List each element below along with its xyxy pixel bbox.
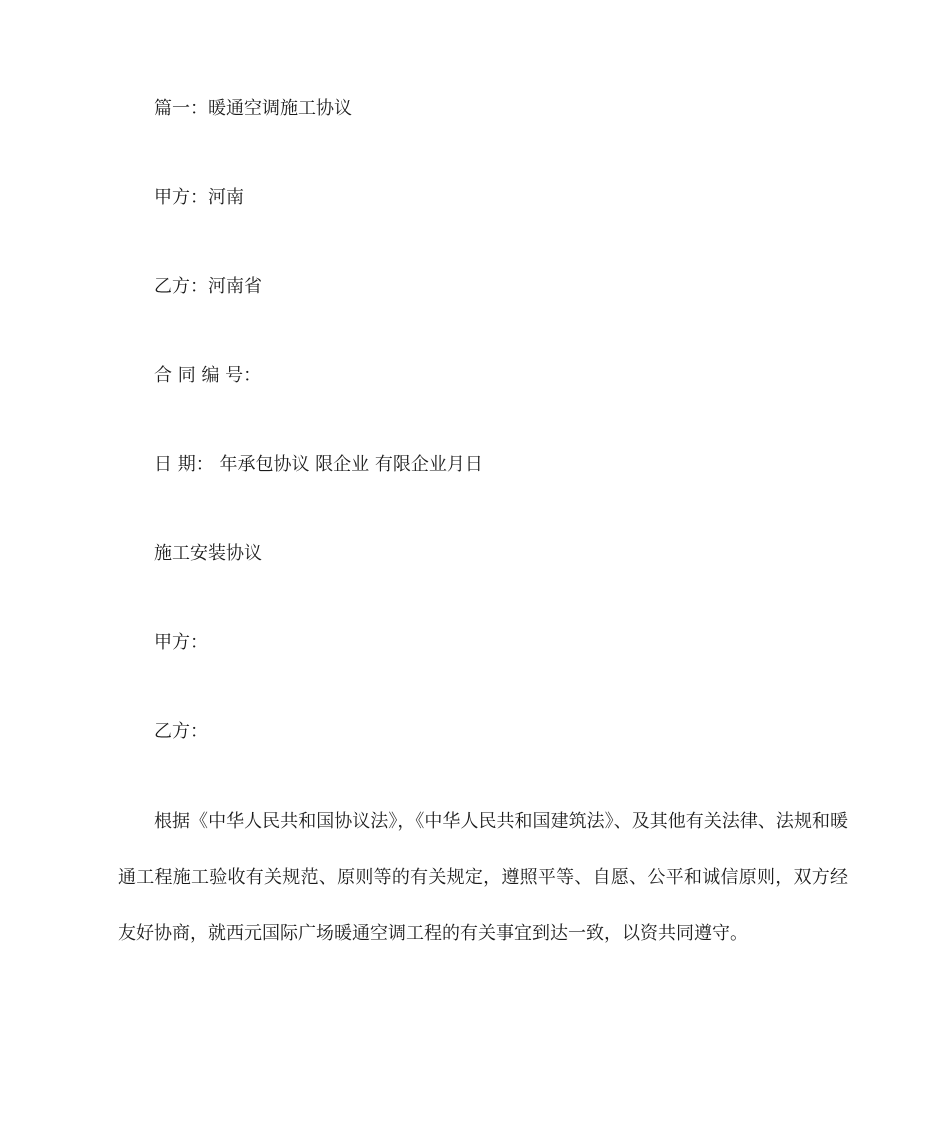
party-a-line: 甲方：河南 bbox=[154, 187, 244, 208]
agreement-subtitle: 施工安装协议 bbox=[154, 543, 262, 564]
agreement-paragraph: 根据《中华人民共和国协议法》，《中华人民共和国建筑法》、及其他有关法律、法规和暖通工程施工验收有关规范、原则等的有关规定，遵照平等、自愿、公平和诚信原则，双方经友好协商，就西元国际广场暖通空调工程的有关事宜到达一致，以资共同遵守。 bbox=[118, 811, 848, 944]
date-line: 日 期： 年承包协议 限企业 有限企业月日 bbox=[154, 454, 483, 475]
contract-number-line: 合 同 编 号： bbox=[154, 365, 262, 386]
party-a-blank-line: 甲方： bbox=[154, 632, 208, 653]
document-heading: 篇一：暖通空调施工协议 bbox=[154, 98, 352, 119]
party-b-blank-line: 乙方： bbox=[154, 721, 208, 742]
party-b-line: 乙方：河南省 bbox=[154, 276, 262, 297]
